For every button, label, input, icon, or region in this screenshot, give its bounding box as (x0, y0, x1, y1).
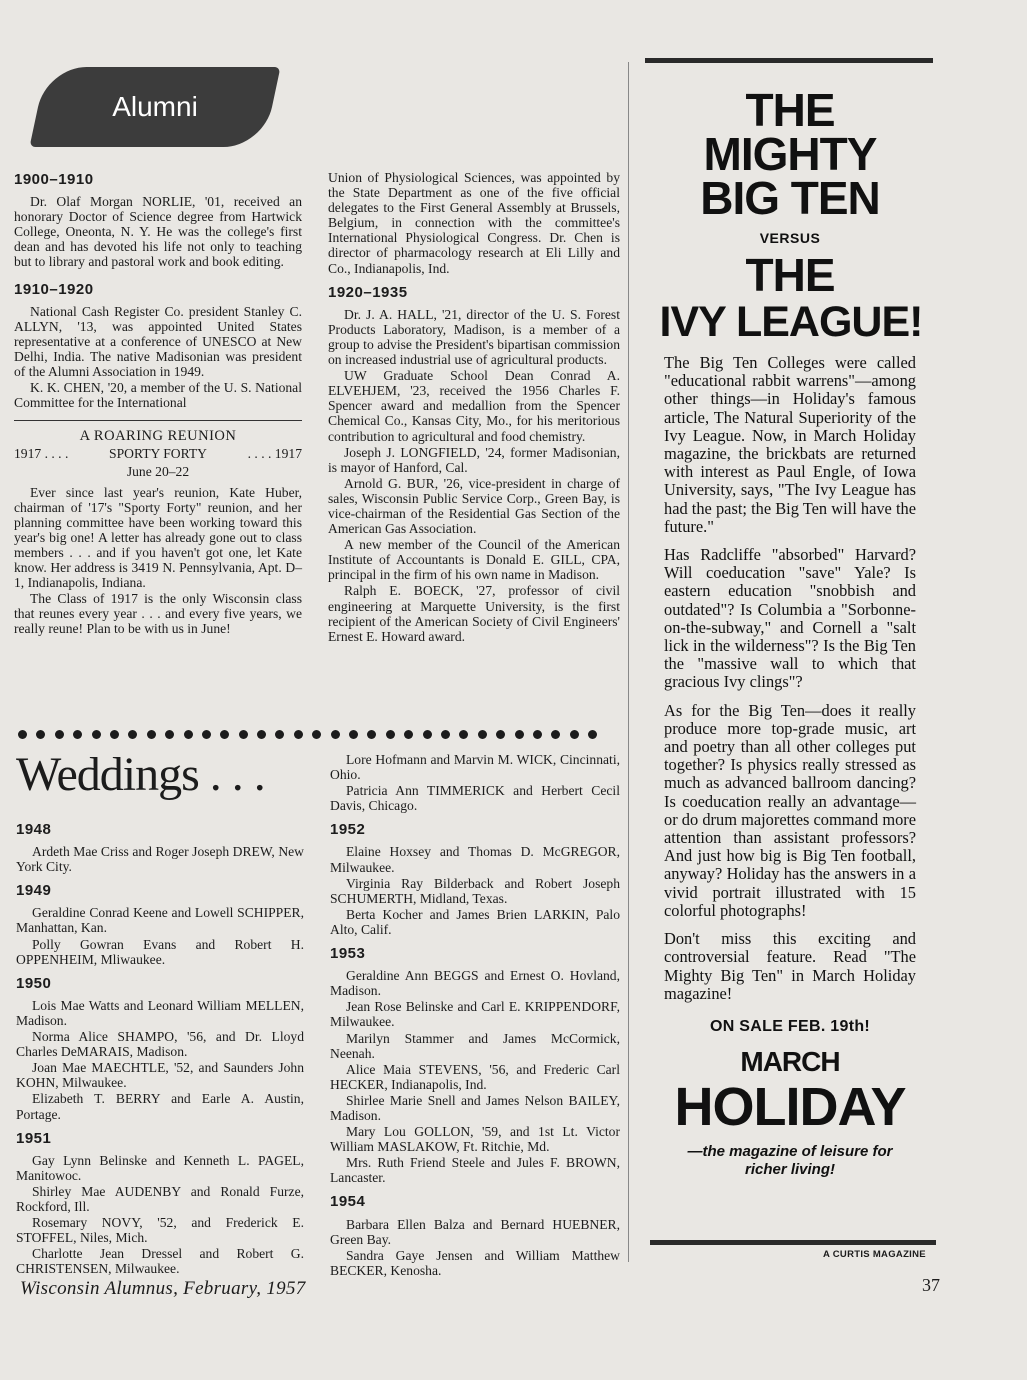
wedding-entry: Mary Lou GOLLON, '59, and 1st Lt. Victor William MASLAKOW, Ft. Ritchie, Md. (330, 1124, 620, 1155)
separator-dot (202, 730, 211, 739)
wedding-entry: Elizabeth T. BERRY and Earle A. Austin, Portage. (16, 1091, 304, 1122)
weddings-title: Weddings . . . (16, 748, 265, 801)
wedding-entry: Ardeth Mae Criss and Roger Joseph DREW, New York City. (16, 844, 304, 875)
reunion-paragraph: Ever since last year's reunion, Kate Huber, chairman of '17's "Sporty Forty" reunion, and her planning committee have been working toward this year's big one! A letter has already gone out to class members . . . and if you haven't got one, let Kate know. Her address is 3419 N. Pennsylvania, Apt. D–1, Indianapolis, Indiana. (14, 484, 302, 591)
wedding-year: 1949 (16, 882, 52, 900)
reunion-date: June 20–22 (126, 463, 190, 479)
separator-dot (441, 730, 450, 739)
wedding-entry: Gay Lynn Belinske and Kenneth L. PAGEL, Manitowoc. (16, 1152, 304, 1183)
separator-dot (184, 730, 193, 739)
separator-dot (478, 730, 487, 739)
reunion-name: SPORTY FORTY (109, 446, 207, 462)
separator-dot (349, 730, 358, 739)
alumni-note: UW Graduate School Dean Conrad A. ELVEHJEM, '23, received the 1956 Charles F. Spencer award and medallion from the Spencer Chemical Co., Kansas City, Mo., for his meritorious contribution to agricultural and food chemistry. (328, 368, 620, 444)
ad-body (642, 354, 938, 1003)
separator-dot (18, 730, 27, 739)
alumni-note: National Cash Register Co. president Stanley C. ALLYN, '13, was appointed United States representative at a conference of UNESCO at New Delhi, India. The native Madisonian was president of the Alumni Association in 1949. (14, 303, 302, 380)
separator-dot (533, 730, 542, 739)
ad-holiday: HOLIDAY (674, 1076, 906, 1137)
separator-dot (551, 730, 560, 739)
alumni-note: Ralph E. BOECK, '27, professor of civil engineering at Marquette University, is the first recipient of the American Society of Civil Engineers' Ernest E. Howard award. (328, 583, 620, 644)
decade-heading: 1910–1920 (14, 280, 94, 298)
reunion-title: A ROARING REUNION (79, 428, 237, 445)
separator-dot (239, 730, 248, 739)
separator-dot (165, 730, 174, 739)
alumni-note: Arnold G. BUR, '26, vice-president in charge of sales, Wisconsin Public Service Corp., Green Bay, is vice-chairman of the Residential Gas Section of the American Gas Association. (328, 475, 620, 537)
wedding-year: 1953 (330, 945, 366, 963)
wedding-entry: Jean Rose Belinske and Carl E. KRIPPENDORF, Milwaukee. (330, 999, 620, 1030)
ad-curtis-magazine: A CURTIS MAGAZINE (823, 1249, 926, 1260)
wedding-entry: Lore Hofmann and Marvin M. WICK, Cincinnati, Ohio. (330, 752, 620, 783)
alumni-note: Dr. Olaf Morgan NORLIE, '01, received an honorary Doctor of Science degree from Hartwick College, Oneonta, N. Y. He was the college's first dean and has devoted his life not only to teaching but to library and pastoral work and book editing. (14, 194, 302, 270)
separator-dot (588, 730, 597, 739)
ad-versus: VERSUS (759, 230, 821, 246)
separator-dot (459, 730, 468, 739)
separator-dot (275, 730, 284, 739)
wedding-entry: Joan Mae MAECHTLE, '52, and Saunders John KOHN, Milwaukee. (16, 1060, 304, 1091)
dotted-separator (18, 730, 597, 739)
reunion-paragraph: The Class of 1917 is the only Wisconsin class that reunes every year . . . and every five years, we really reune! Plan to be with us in June! (14, 591, 302, 637)
decade-heading: 1920–1935 (328, 283, 408, 301)
ad-paragraph: Has Radcliffe "absorbed" Harvard? Will coeducation "save" Yale? Is eastern education "snobbish and outdated"? Is Columbia a "Sorbonne-on-the-subway," and Cornell a "salt lick in the wilderness"? Is the Big Ten the "massive wall to which that gracious Ivy clings"? (664, 545, 916, 692)
wedding-entry: Mrs. Ruth Friend Steele and Jules F. BROWN, Lancaster. (330, 1155, 620, 1186)
separator-dot (55, 730, 64, 739)
ad-tagline-2: richer living! (744, 1160, 836, 1178)
page-number: 37 (922, 1275, 940, 1295)
separator-dot (331, 730, 340, 739)
wedding-entry: Marilyn Stammer and James McCormick, Neenah. (330, 1030, 620, 1061)
wedding-entry: Lois Mae Watts and Leonard William MELLEN, Madison. (16, 997, 304, 1028)
separator-dot (128, 730, 137, 739)
ad-bottom-rule (650, 1240, 936, 1245)
separator-dot (312, 730, 321, 739)
alumni-note: Joseph J. LONGFIELD, '24, former Madisonian, is mayor of Hanford, Cal. (328, 444, 620, 475)
separator-dot (36, 730, 45, 739)
ad-on-sale: ON SALE FEB. 19th! (709, 1017, 871, 1035)
ad-top-rule (645, 58, 933, 63)
wedding-entry: Rosemary NOVY, '52, and Frederick E. STOFFEL, Niles, Mich. (16, 1215, 304, 1246)
wedding-entry: Charlotte Jean Dressel and Robert G. CHRISTENSEN, Milwaukee. (16, 1246, 304, 1277)
wedding-entry: Virginia Ray Bilderback and Robert Joseph SCHUMERTH, Midland, Texas. (330, 875, 620, 906)
wedding-year: 1952 (330, 821, 366, 839)
alumni-note: A new member of the Council of the American Institute of Accountants is Donald E. GILL, CPA, principal in the firm of his own name in Madison. (328, 537, 620, 583)
wedding-entry: Norma Alice SHAMPO, '56, and Dr. Lloyd Charles DeMARAIS, Madison. (16, 1029, 304, 1060)
ad-headline-ivy-league: IVY LEAGUE! (659, 298, 923, 346)
wedding-entry: Shirley Mae AUDENBY and Ronald Furze, Rockford, Ill. (16, 1183, 304, 1214)
weddings-column-2 (330, 752, 620, 1278)
separator-dot (110, 730, 119, 739)
separator-dot (404, 730, 413, 739)
separator-dot (147, 730, 156, 739)
alumni-note: K. K. CHEN, '20, a member of the U. S. National Committee for the International (14, 380, 302, 411)
wedding-entry: Barbara Ellen Balza and Bernard HUEBNER, Green Bay. (330, 1216, 620, 1247)
reunion-subtitle (14, 446, 302, 461)
separator-dot (367, 730, 376, 739)
wedding-year: 1951 (16, 1129, 52, 1147)
section-divider (14, 420, 302, 421)
separator-dot (73, 730, 82, 739)
separator-dot (294, 730, 303, 739)
alumni-column-1 (14, 172, 302, 637)
ad-paragraph: As for the Big Ten—does it really produce more top-grade music, art and poetry than all other colleges put together? Is physics really stressed as much as advanced ballroom dancing? Is coeducation really an advantage—or do drum majorettes command more attention than assistant professors? And just how big is Big Ten football, anyway? Holiday has the answers in a vivid portrait illustrated with 15 colorful photographs! (664, 700, 916, 920)
ad-paragraph: Don't miss this exciting and controversial feature. Read "The Mighty Big Ten" in March Holiday magazine! (664, 929, 916, 1003)
wedding-year: 1950 (16, 974, 52, 992)
alumni-note: Union of Physiological Sciences, was appointed by the State Department as one of the five official delegates to the First General Assembly at Brussels, Belgium, in connection with the committee's International Physiological Congress. Dr. Chen is director of pharmacology research at Eli Lilly and Co., Indianapolis, Ind. (328, 170, 620, 276)
wedding-entry: Alice Maia STEVENS, '56, and Frederic Carl HECKER, Indianapolis, Ind. (330, 1061, 620, 1092)
ad-paragraph: The Big Ten Colleges were called "educational rabbit warrens"—among other things—in Holiday's famous article, The Natural Superiority of the Ivy League. Now, in March Holiday magazine, the brickbats are returned with interest as Paul Engle, of Iowa University, says, "The Ivy League has had the past; the Big Ten will have the future." (664, 353, 916, 536)
column-rule (628, 62, 629, 1262)
ad-headline-big-ten: BIG TEN (700, 172, 880, 224)
separator-dot (570, 730, 579, 739)
wedding-entry: Elaine Hoxsey and Thomas D. McGREGOR, Milwaukee. (330, 844, 620, 875)
ad-march: MARCH (740, 1045, 840, 1077)
ad-headline-mighty: MIGHTY (703, 128, 877, 180)
separator-dot (386, 730, 395, 739)
page-footer-issue: Wisconsin Alumnus, February, 1957 (20, 1278, 306, 1299)
wedding-entry: Shirlee Marie Snell and James Nelson BAILEY, Madison. (330, 1092, 620, 1123)
separator-dot (423, 730, 432, 739)
separator-dot (92, 730, 101, 739)
wedding-year: 1954 (330, 1193, 366, 1211)
wedding-entry: Geraldine Ann BEGGS and Ernest O. Hovland, Madison. (330, 968, 620, 999)
alumni-banner-label: Alumni (112, 91, 198, 122)
alumni-note: Dr. J. A. HALL, '21, director of the U. S. Forest Products Laboratory, Madison, is a member of a group to advise the President's bipartisan commission on increased industrial use of agricultural products. (328, 306, 620, 368)
separator-dot (515, 730, 524, 739)
alumni-column-2 (328, 170, 620, 644)
wedding-entry: Berta Kocher and James Brien LARKIN, Palo Alto, Calif. (330, 906, 620, 937)
wedding-entry: Geraldine Conrad Keene and Lowell SCHIPPER, Manhattan, Kan. (16, 905, 304, 936)
weddings-column-1 (16, 750, 304, 1276)
separator-dot (496, 730, 505, 739)
ad-tagline-1: —the magazine of leisure for (687, 1142, 893, 1160)
reunion-year-left: 1917 . . . . (14, 446, 69, 462)
wedding-entry: Patricia Ann TIMMERICK and Herbert Cecil Davis, Chicago. (330, 783, 620, 814)
ad-headline-the-2: THE (745, 249, 835, 301)
wedding-entry: Polly Gowran Evans and Robert H. OPPENHEIM, Mliwaukee. (16, 936, 304, 967)
wedding-year: 1948 (16, 821, 52, 838)
decade-heading: 1900–1910 (14, 171, 94, 188)
ad-headline-the: THE (745, 84, 835, 136)
separator-dot (220, 730, 229, 739)
holiday-advertisement (642, 84, 938, 1179)
reunion-year-right: . . . . 1917 (247, 446, 302, 462)
separator-dot (257, 730, 266, 739)
wedding-entry: Sandra Gaye Jensen and William Matthew BECKER, Kenosha. (330, 1247, 620, 1278)
